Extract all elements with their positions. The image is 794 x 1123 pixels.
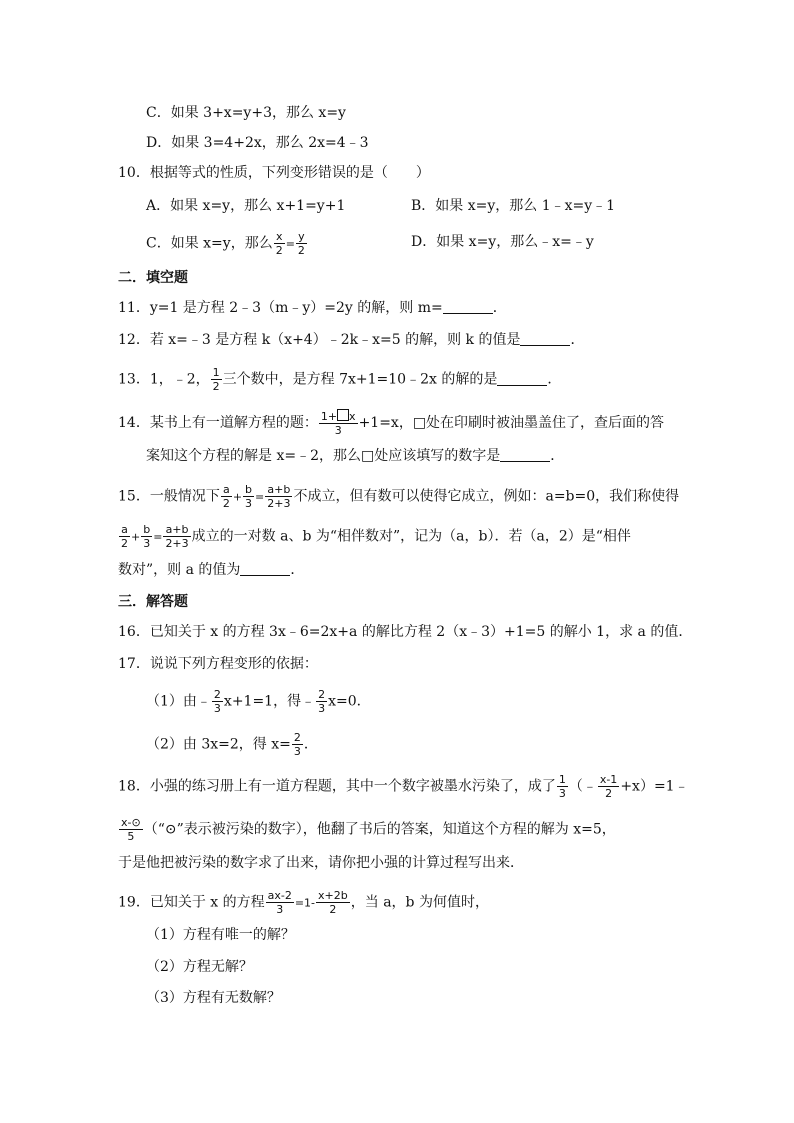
denominator: 3: [143, 537, 151, 550]
q14-line1: [118, 409, 664, 437]
equals-sign: =: [255, 490, 265, 504]
q11-text: 11．y=1 是方程 2﹣3（m﹣y）=2y 的解，则 m=: [118, 300, 443, 316]
q10-option-b: B．如果 x=y，那么 1﹣x=y﹣1: [411, 198, 616, 214]
answer-blank[interactable]: [520, 331, 570, 346]
q14-text-end: +1=x，□处在印刷时被油墨盖住了，查后面的答: [358, 415, 665, 431]
numerator: b: [243, 483, 254, 497]
equals-one-minus: =1-: [294, 896, 316, 910]
q15-text-end: 不成立，但有数可以使得它成立，例如：a=b=0，我们称使得: [293, 488, 680, 505]
q10-option-c-text: C．如果 x=y，那么: [146, 235, 273, 252]
numerator: 2: [293, 731, 301, 744]
q15-line2: [118, 523, 631, 550]
q18-text: 18．小强的练习册上有一道方程题，其中一个数字被墨水污染了，成了: [118, 778, 556, 795]
q19-text-end: ，当 a，b 为何值时，: [350, 894, 489, 911]
q11-end: ．: [492, 300, 507, 316]
q15-line3: [118, 560, 304, 580]
q16: 16．已知关于 x 的方程 3x﹣6=2x+a 的解比方程 2（x﹣3）+1=5 的解小 1，求 a 的值．: [118, 624, 693, 640]
q13-text: 13．1，﹣2，: [118, 371, 210, 388]
q19-stem: [118, 889, 489, 916]
q13: [118, 366, 561, 393]
numerator: y: [296, 230, 307, 244]
q15-text-line3: 数对”，则 a 的值为: [118, 562, 241, 578]
equals-sign: =: [285, 237, 295, 251]
numerator: a: [221, 483, 232, 497]
q13-text-mid: 三个数中，是方程 7x+1=10﹣2x 的解的是: [222, 371, 498, 388]
denominator: 3: [213, 702, 221, 715]
q13-fraction: [211, 366, 222, 393]
q18-line2: [118, 816, 616, 843]
q17-p1-end: x=0．: [328, 693, 371, 710]
q14-line2: [146, 446, 564, 466]
q10-stem: 10．根据等式的性质，下列变形错误的是（ ）: [118, 165, 430, 181]
numerator: 2: [318, 688, 326, 701]
fraction-b-over-3: [141, 523, 152, 550]
q17-part2: [146, 731, 318, 758]
q18-text-end: +x）=1﹣: [620, 778, 689, 795]
answer-blank[interactable]: [497, 371, 547, 386]
answer-blank[interactable]: [443, 299, 493, 314]
q19-part2: （2）方程无解？: [146, 959, 253, 975]
q10-option-c: [146, 230, 308, 257]
numerator: x-⊙: [121, 816, 141, 829]
fraction-x-minus-1: [598, 773, 619, 800]
q9-option-c: C．如果 3+x=y+3，那么 x=y: [146, 105, 346, 121]
q10-option-d: D．如果 x=y，那么﹣x=﹣y: [411, 234, 594, 250]
q12: [118, 330, 584, 350]
q14-text: 14．某书上有一道解方程的题：: [118, 415, 318, 431]
denominator: 2+3: [267, 497, 291, 510]
fraction-a-over-2: [119, 523, 130, 550]
equals-sign: =: [153, 530, 163, 544]
q15-line1: [118, 483, 679, 510]
q11: [118, 298, 507, 318]
fraction-sum: [265, 483, 292, 510]
denominator: 3: [334, 424, 342, 437]
q17-p2-end: ．: [303, 736, 318, 753]
answer-blank[interactable]: [240, 561, 290, 576]
denominator: 2: [329, 903, 337, 916]
denominator: 5: [127, 830, 135, 843]
section-fill-in-heading: 二．填空题: [118, 270, 188, 286]
q19-part1: （1）方程有唯一的解？: [146, 927, 295, 943]
q13-end: ．: [547, 371, 562, 388]
numerator-part: x: [349, 410, 356, 423]
q12-end: ．: [570, 332, 585, 348]
denominator: 3: [293, 745, 301, 758]
numerator: x: [274, 230, 285, 244]
q10-c-fraction-y: [296, 230, 307, 257]
denominator: 3: [318, 702, 326, 715]
numerator: ax-2: [267, 889, 292, 902]
denominator: 2: [605, 787, 613, 800]
fraction-two-thirds: [292, 731, 303, 758]
answer-blank[interactable]: [500, 447, 550, 462]
denominator: 2: [275, 244, 283, 257]
denominator: 2+3: [165, 537, 189, 550]
fraction-sum: [163, 523, 190, 550]
fraction-smudged: [119, 816, 143, 843]
denominator: 2: [297, 244, 305, 257]
fraction-two-thirds: [316, 688, 327, 715]
fraction-two-thirds: [212, 688, 223, 715]
q17-p2-text: （2）由 3x=2，得 x=: [146, 736, 291, 753]
denominator: 3: [245, 497, 253, 510]
numerator: a+b: [265, 483, 292, 497]
q15-text: 15．一般情况下: [118, 488, 220, 505]
q15-text-line2: 成立的一对数 a、b 为“相伴数对”，记为（a，b）．若（a，2）是“相伴: [191, 528, 631, 545]
q17-p1-text: （1）由﹣: [146, 693, 211, 710]
q14-text-line2: 案知这个方程的解是 x=﹣2，那么□处应该填写的数字是: [146, 448, 501, 464]
fraction-a-over-2: [221, 483, 232, 510]
numerator: 1: [558, 773, 566, 786]
covered-box-icon: [337, 409, 349, 421]
q17-part1: [146, 688, 371, 715]
denominator: 3: [558, 787, 566, 800]
fraction-ax-minus-2: [266, 889, 294, 916]
q9-option-d: D．如果 3=4+2x，那么 2x=4﹣3: [146, 135, 369, 151]
fraction-x-plus-2b: [316, 889, 350, 916]
q18-text-mid: （﹣: [568, 778, 597, 795]
q15-end: ．: [290, 562, 305, 578]
plus-sign: +: [131, 530, 141, 544]
fraction-b-over-3: [243, 483, 254, 510]
q10-c-fraction-x: [274, 230, 285, 257]
q17-p1-mid: x+1=1，得﹣: [223, 693, 316, 710]
plus-sign: +: [232, 490, 243, 504]
q17-stem: 17．说说下列方程变形的依据：: [118, 656, 318, 672]
q18-text-line2: （“⊙”表示被污染的数字），他翻了书后的答案，知道这个方程的解为 x=5，: [143, 821, 616, 838]
fraction-one-third: [557, 773, 568, 800]
numerator: 2: [213, 688, 221, 701]
numerator: 1: [212, 366, 220, 379]
q19-text: 19．已知关于 x 的方程: [118, 894, 265, 911]
q18-line1: [118, 773, 689, 800]
q10-option-a: A．如果 x=y，那么 x+1=y+1: [146, 198, 346, 214]
denominator: 3: [276, 903, 284, 916]
q14-end: ．: [550, 448, 565, 464]
denominator: 2: [222, 497, 230, 510]
numerator: a: [119, 523, 130, 537]
numerator: x-1: [599, 773, 618, 786]
numerator: b: [141, 523, 152, 537]
q19-part3: （3）方程有无数解？: [146, 990, 281, 1006]
denominator: 2: [212, 380, 220, 393]
q18-line3: 于是他把被污染的数字求了出来，请你把小强的计算过程写出来．: [118, 855, 524, 871]
numerator: a+b: [163, 523, 190, 537]
numerator: x+2b: [318, 889, 348, 902]
numerator: [319, 409, 358, 424]
denominator: 2: [121, 537, 128, 550]
q12-text: 12．若 x=﹣3 是方程 k（x+4）﹣2k﹣x=5 的解，则 k 的值是: [118, 332, 521, 348]
section-solve-heading: 三．解答题: [118, 594, 188, 610]
numerator-part: 1+: [320, 410, 338, 423]
q14-fraction: [319, 409, 358, 437]
